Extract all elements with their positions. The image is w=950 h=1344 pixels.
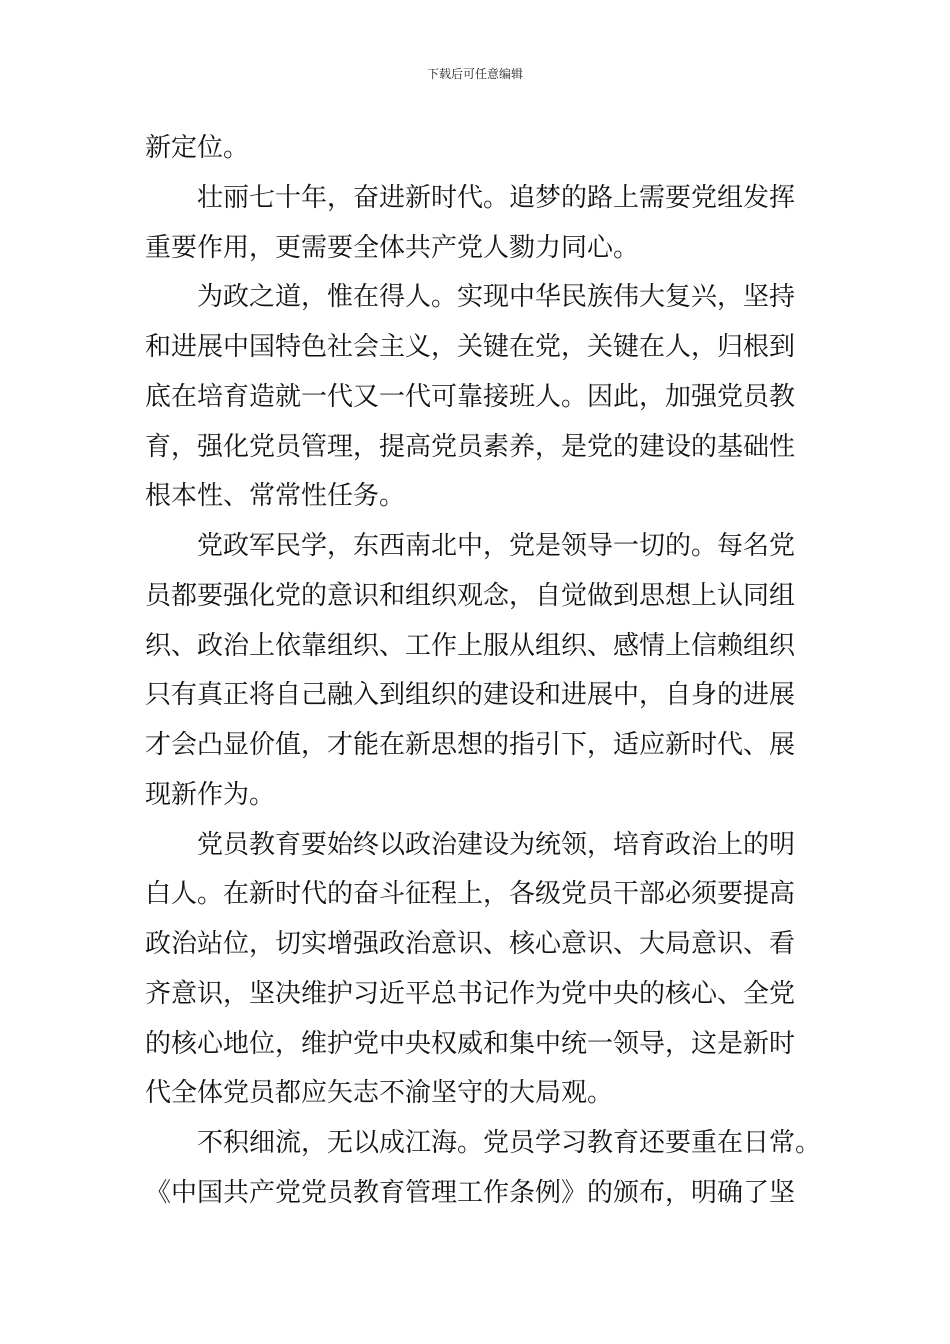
- document-body: [145, 124, 825, 1219]
- text-line: 现新作为。: [145, 779, 276, 810]
- text-line: 只有真正将自己融入到组织的建设和进展中，自身的进展: [145, 680, 796, 711]
- text-line: 党员教育要始终以政治建设为统领，培育政治上的明: [197, 829, 796, 860]
- text-line: 底在培育造就一代又一代可靠接班人。因此，加强党员教: [145, 381, 796, 412]
- text-line: 织、政治上依靠组织、工作上服从组织、感情上信赖组织: [145, 630, 796, 661]
- text-line: 员都要强化党的意识和组织观念，自觉做到思想上认同组: [145, 580, 796, 611]
- text-line: 政治站位，切实增强政治意识、核心意识、大局意识、看: [145, 929, 796, 959]
- text-line: 为政之道，惟在得人。实现中华民族伟大复兴，坚持: [197, 282, 796, 313]
- text-line: 根本性、常常性任务。: [145, 481, 406, 512]
- text-line: 《中国共产党党员教育管理工作条例》的颁布，明确了坚: [145, 1177, 796, 1208]
- text-line: 重要作用，更需要全体共产党人勠力同心。: [145, 232, 640, 263]
- text-line: 新定位。: [145, 133, 250, 163]
- text-line: 壮丽七十年，奋进新时代。追梦的路上需要党组发挥: [197, 182, 796, 213]
- text-line: 党政军民学，东西南北中，党是领导一切的。每名党: [197, 531, 796, 561]
- text-line: 代全体党员都应矢志不渝坚守的大局观。: [145, 1078, 614, 1109]
- text-line: 的核心地位，维护党中央权威和集中统一领导，这是新时: [145, 1028, 796, 1059]
- text-line: 才会凸显价值，才能在新思想的指引下，适应新时代、展: [145, 730, 796, 760]
- text-line: 白人。在新时代的奋斗征程上，各级党员干部必须要提高: [145, 879, 796, 910]
- text-line: 育，强化党员管理，提高党员素养，是党的建设的基础性: [145, 431, 796, 462]
- text-line: 齐意识，坚决维护习近平总书记作为党中央的核心、全党: [145, 978, 796, 1009]
- page-header: 下载后可任意编辑: [426, 67, 523, 81]
- text-line: 和进展中国特色社会主义，关键在党，关键在人，归根到: [145, 332, 796, 362]
- text-line: 不积细流，无以成江海。党员学习教育还要重在日常。: [197, 1128, 822, 1158]
